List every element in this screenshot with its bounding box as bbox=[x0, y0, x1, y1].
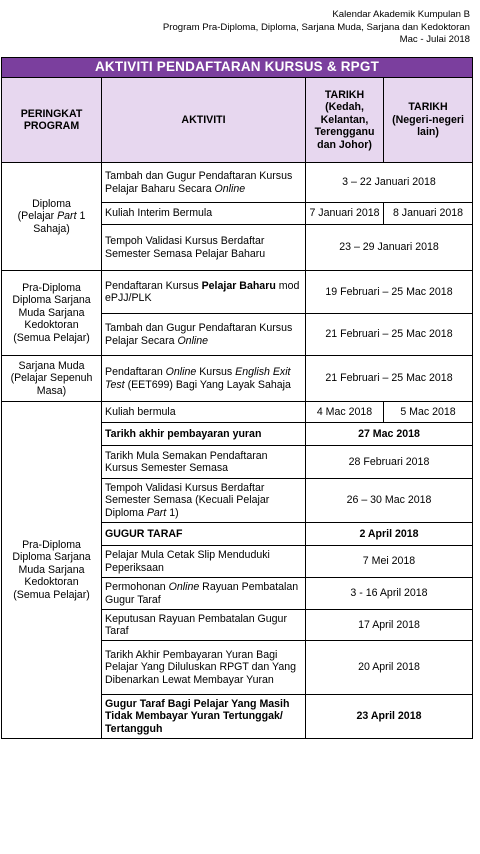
activity-cell: Kuliah Interim Bermula bbox=[102, 203, 306, 225]
date-cell: 17 April 2018 bbox=[306, 610, 473, 641]
group-full-time-degree: Sarjana Muda (Pelajar Sepenuh Masa) bbox=[2, 356, 102, 402]
activity-cell: Tambah dan Gugur Pendaftaran Kursus Pelajar Secara Online bbox=[102, 314, 306, 356]
date-cell: 27 Mac 2018 bbox=[306, 423, 473, 446]
activity-cell: Kuliah bermula bbox=[102, 402, 306, 423]
activity-cell: Tambah dan Gugur Pendaftaran Kursus Pelajar Baharu Secara Online bbox=[102, 163, 306, 203]
col-header-tarikh-lain: TARIKH (Negeri-negeri lain) bbox=[384, 78, 473, 163]
table-row bbox=[2, 402, 473, 423]
registration-activity-table bbox=[1, 57, 473, 739]
document-header bbox=[163, 9, 470, 47]
header-line-2: Program Pra-Diploma, Diploma, Sarjana Muda, Sarjana dan Kedoktoran bbox=[162, 21, 470, 33]
date-cell: 19 Februari – 25 Mac 2018 bbox=[306, 271, 473, 314]
activity-cell: Keputusan Rayuan Pembatalan Gugur Taraf bbox=[102, 610, 306, 641]
activity-cell: Tarikh Akhir Pembayaran Yuran Bagi Pelajar Yang Diluluskan RPGT dan Yang Dibenarkan Lewat Membayar Yuran bbox=[102, 641, 306, 695]
date-cell: 7 Mei 2018 bbox=[306, 546, 473, 578]
date-cell: 5 Mac 2018 bbox=[384, 402, 473, 423]
activity-cell: Tempoh Validasi Kursus Berdaftar Semester Semasa (Kecuali Pelajar Diploma Part 1) bbox=[102, 479, 306, 523]
date-cell: 23 April 2018 bbox=[306, 695, 473, 739]
activity-cell: GUGUR TARAF bbox=[102, 523, 306, 546]
table-row bbox=[2, 356, 473, 402]
date-cell: 21 Februari – 25 Mac 2018 bbox=[306, 314, 473, 356]
activity-cell: Pendaftaran Online Kursus English Exit Test (EET699) Bagi Yang Layak Sahaja bbox=[102, 356, 306, 402]
activity-cell: Tempoh Validasi Kursus Berdaftar Semester Semasa Pelajar Baharu bbox=[102, 225, 306, 271]
table-title-row bbox=[2, 58, 473, 78]
table-row bbox=[2, 163, 473, 203]
date-cell: 4 Mac 2018 bbox=[306, 402, 384, 423]
date-cell: 28 Februari 2018 bbox=[306, 446, 473, 479]
date-cell: 20 April 2018 bbox=[306, 641, 473, 695]
date-cell: 3 - 16 April 2018 bbox=[306, 578, 473, 610]
group-all-students-2: Pra-Diploma Diploma Sarjana Muda Sarjana Kedoktoran (Semua Pelajar) bbox=[2, 402, 102, 739]
column-header-row bbox=[2, 78, 473, 163]
header-line-3: Mac - Julai 2018 bbox=[399, 34, 470, 45]
activity-cell: Tarikh akhir pembayaran yuran bbox=[102, 423, 306, 446]
date-cell: 26 – 30 Mac 2018 bbox=[306, 479, 473, 523]
date-cell: 23 – 29 Januari 2018 bbox=[306, 225, 473, 271]
col-header-peringkat: PERINGKAT PROGRAM bbox=[2, 78, 102, 163]
date-cell: 8 Januari 2018 bbox=[384, 203, 473, 225]
header-line-1: Kalendar Akademik Kumpulan B bbox=[332, 9, 470, 20]
activity-cell: Pendaftaran Kursus Pelajar Baharu mod ePJJ/PLK bbox=[102, 271, 306, 314]
group-diploma-part1: Diploma (Pelajar Part 1 Sahaja) bbox=[2, 163, 102, 271]
table-row bbox=[2, 271, 473, 314]
table-title: AKTIVITI PENDAFTARAN KURSUS & RPGT bbox=[2, 58, 473, 78]
date-cell: 3 – 22 Januari 2018 bbox=[306, 163, 473, 203]
col-header-tarikh-kedah: TARIKH (Kedah, Kelantan, Terengganu dan Johor) bbox=[306, 78, 384, 163]
date-cell: 2 April 2018 bbox=[306, 523, 473, 546]
activity-cell: Tarikh Mula Semakan Pendaftaran Kursus Semester Semasa bbox=[102, 446, 306, 479]
activity-cell: Pelajar Mula Cetak Slip Menduduki Peperiksaan bbox=[102, 546, 306, 578]
date-cell: 21 Februari – 25 Mac 2018 bbox=[306, 356, 473, 402]
col-header-aktiviti: AKTIVITI bbox=[102, 78, 306, 163]
activity-cell: Permohonan Online Rayuan Pembatalan Gugur Taraf bbox=[102, 578, 306, 610]
group-all-students: Pra-Diploma Diploma Sarjana Muda Sarjana Kedoktoran (Semua Pelajar) bbox=[2, 271, 102, 356]
activity-cell: Gugur Taraf Bagi Pelajar Yang Masih Tidak Membayar Yuran Tertunggak/ Tertangguh bbox=[102, 695, 306, 739]
date-cell: 7 Januari 2018 bbox=[306, 203, 384, 225]
